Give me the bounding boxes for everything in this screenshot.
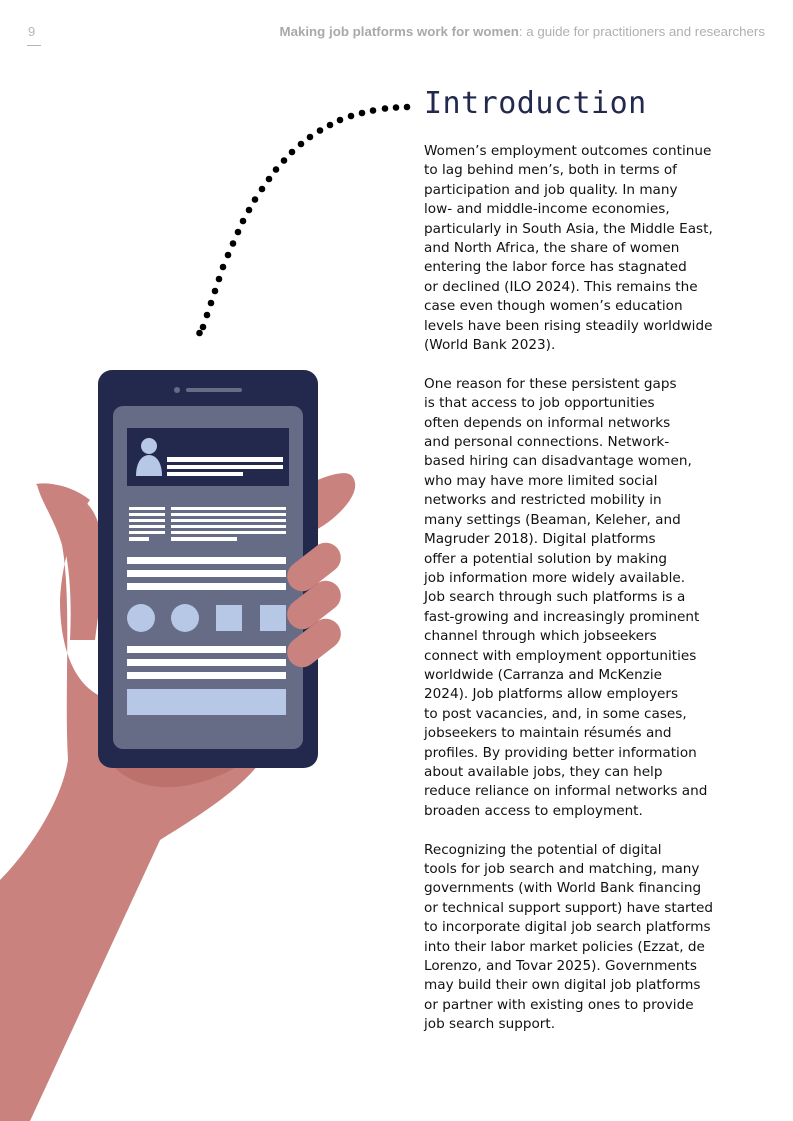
text-line: based hiring can disadvantage women, [424,453,692,470]
text-line: low- and middle-income economies, [424,201,670,218]
text-line: Job search through such platforms is a [424,589,686,606]
dotted-arc [196,104,410,337]
text-line: channel through which jobseekers [424,628,657,645]
text-line: or declined (ILO 2024). This remains the [424,278,698,295]
text-line: is that access to job opportunities [424,395,655,412]
text-line: tools for job search and matching, many [424,861,700,877]
text-line: networks and restricted mobility in [424,492,662,509]
text-line: participation and job quality. In many [424,181,678,198]
text-line: Recognizing the potential of digital [424,841,662,858]
text-line: to post vacancies, and, in some cases, [424,705,687,722]
text-line: and personal connections. Network- [424,434,670,451]
text-line: and North Africa, the share of women [424,240,680,257]
text-line: levels have been rising steadily worldwide [424,317,713,334]
text-line: worldwide (Carranza and McKenzie [424,666,663,683]
page-number: 9 [28,24,36,39]
text-line: entering the labor force has stagnated [424,259,687,276]
text-line: job search support. [424,1016,556,1033]
text-line: reduce reliance on informal networks and [424,783,708,800]
paragraph-2 [424,375,764,821]
text-line: many settings (Beaman, Keleher, and [424,511,681,528]
text-line: or technical support support) have started [424,899,713,916]
text-line: who may have more limited social [424,472,658,489]
text-line: broaden access to employment. [424,802,643,819]
text-line: governments (with World Bank financing [424,880,702,897]
text-line: offer a potential solution by making [424,550,668,567]
text-line: fast-growing and increasingly prominent [424,608,700,625]
text-line: case even though women’s education [424,298,683,315]
text-line: Lorenzo, and Tovar 2025). Governments [424,958,697,975]
paragraph-3 [424,841,764,1035]
text-line: job information more widely available. [424,569,686,586]
running-header-subtitle: : a guide for practitioners and researchers [518,24,765,39]
section-title: Introduction [424,86,647,121]
body-text [424,142,764,1054]
text-line: often depends on informal networks [424,414,671,431]
text-line: Magruder 2018). Digital platforms [424,531,656,548]
text-line: jobseekers to maintain résumés and [424,725,672,742]
text-line: or partner with existing ones to provide [424,996,694,1013]
text-line: into their labor market policies (Ezzat, de [424,938,705,955]
text-line: particularly in South Asia, the Middle East, [424,220,713,237]
text-line: One reason for these persistent gaps [424,375,677,392]
running-header-title: Making job platforms work for women [279,24,519,39]
text-line: (World Bank 2023). [424,337,556,354]
text-line: to lag behind men’s, both in terms of [424,162,677,179]
text-line: connect with employment opportunities [424,647,697,664]
text-line: profiles. By providing better information [424,744,697,761]
text-line: Women’s employment outcomes continue [424,143,712,159]
smartphone [98,370,318,768]
text-line: may build their own digital job platforms [424,977,701,994]
text-line: about available jobs, they can help [424,763,663,780]
text-line: to incorporate digital job search platforms [424,919,711,936]
paragraph-1 [424,142,764,355]
text-line: 2024). Job platforms allow employers [424,686,679,703]
